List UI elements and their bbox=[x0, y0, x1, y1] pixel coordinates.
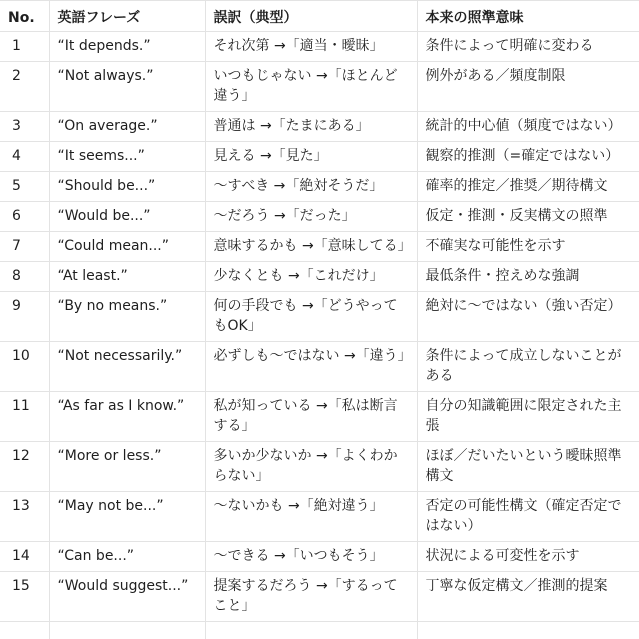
row-misreading: 必ずしも〜ではない →「違う」 bbox=[205, 342, 417, 392]
row-phrase: “On average.” bbox=[49, 112, 205, 142]
row-meaning: 否定の可能性構文（確定否定ではない） bbox=[417, 492, 639, 542]
row-meaning: 確率的推定／推奨／期待構文 bbox=[417, 172, 639, 202]
row-misreading: それ次第 →「適当・曖昧」 bbox=[205, 32, 417, 62]
row-misreading: 多いか少ないか →「よくわからない」 bbox=[205, 442, 417, 492]
row-meaning: 条件によって明確に変わる bbox=[417, 32, 639, 62]
row-number: 6 bbox=[0, 202, 49, 232]
row-phrase: “At least.” bbox=[49, 262, 205, 292]
row-misreading: 私が知っている →「私は断言する」 bbox=[205, 392, 417, 442]
header-no: No. bbox=[0, 1, 49, 32]
row-meaning: 最低条件・控えめな強調 bbox=[417, 262, 639, 292]
row-phrase: “It seems...” bbox=[49, 142, 205, 172]
row-misreading: 〜すべき →「絶対そうだ」 bbox=[205, 172, 417, 202]
header-misreading: 誤訳（典型） bbox=[205, 1, 417, 32]
row-number: 14 bbox=[0, 542, 49, 572]
row-phrase: “Can be...” bbox=[49, 542, 205, 572]
row-number: 9 bbox=[0, 292, 49, 342]
row-misreading: 少なくとも →「これだけ」 bbox=[205, 262, 417, 292]
row-phrase: “It depends.” bbox=[49, 32, 205, 62]
row-phrase: “More or less.” bbox=[49, 442, 205, 492]
row-misreading: 提案するだろう →「するってこと」 bbox=[205, 572, 417, 622]
table-row bbox=[0, 492, 639, 542]
table-row bbox=[0, 62, 639, 112]
table-row bbox=[0, 142, 639, 172]
row-phrase: “As far as I know.” bbox=[49, 392, 205, 442]
row-phrase: “May not be...” bbox=[49, 492, 205, 542]
table-row bbox=[0, 172, 639, 202]
row-misreading: 意味するかも →「意味してる」 bbox=[205, 232, 417, 262]
table-row bbox=[0, 442, 639, 492]
row-misreading: 〜だろう →「だった」 bbox=[205, 202, 417, 232]
row-number: 1 bbox=[0, 32, 49, 62]
row-number: 8 bbox=[0, 262, 49, 292]
table-header-row bbox=[0, 1, 639, 32]
row-number: 2 bbox=[0, 62, 49, 112]
row-meaning: 不確実な可能性を示す bbox=[417, 232, 639, 262]
table-row bbox=[0, 262, 639, 292]
row-phrase: “Could mean...” bbox=[49, 232, 205, 262]
row-phrase: “Would suggest...” bbox=[49, 572, 205, 622]
row-number: 7 bbox=[0, 232, 49, 262]
row-misreading: 普通は →「たまにある」 bbox=[205, 112, 417, 142]
table-row bbox=[0, 342, 639, 392]
row-misreading: 何の手段でも →「どうやってもOK」 bbox=[205, 292, 417, 342]
row-number: 5 bbox=[0, 172, 49, 202]
table-row bbox=[0, 572, 639, 622]
row-phrase: “Not necessarily.” bbox=[49, 342, 205, 392]
table-row bbox=[0, 232, 639, 262]
row-number: 11 bbox=[0, 392, 49, 442]
row-misreading: 見える →「見た」 bbox=[205, 142, 417, 172]
row-phrase: “Should be...” bbox=[49, 172, 205, 202]
row-meaning: 観察的推測（=確定ではない） bbox=[417, 142, 639, 172]
header-meaning: 本来の照準意味 bbox=[417, 1, 639, 32]
row-meaning: 条件によって成立しないことがある bbox=[417, 342, 639, 392]
table-row bbox=[0, 202, 639, 232]
table-row bbox=[0, 112, 639, 142]
table-row bbox=[0, 392, 639, 442]
row-misreading: いつもじゃない →「ほとんど違う」 bbox=[205, 62, 417, 112]
row-misreading: 〜できる →「いつもそう」 bbox=[205, 542, 417, 572]
row-meaning: 自分の知識範囲に限定された主張 bbox=[417, 392, 639, 442]
row-meaning: 統計的中心値（頻度ではない） bbox=[417, 112, 639, 142]
table-row bbox=[0, 32, 639, 62]
row-number: 3 bbox=[0, 112, 49, 142]
table-row bbox=[0, 542, 639, 572]
table-row-partial bbox=[0, 622, 639, 639]
row-meaning: 仮定・推測・反実構文の照準 bbox=[417, 202, 639, 232]
table-row bbox=[0, 292, 639, 342]
row-meaning: ほぼ／だいたいという曖昧照準構文 bbox=[417, 442, 639, 492]
row-phrase: “Not always.” bbox=[49, 62, 205, 112]
row-meaning: 状況による可変性を示す bbox=[417, 542, 639, 572]
row-phrase: “By no means.” bbox=[49, 292, 205, 342]
row-meaning: 絶対に〜ではない（強い否定） bbox=[417, 292, 639, 342]
row-number: 15 bbox=[0, 572, 49, 622]
header-phrase: 英語フレーズ bbox=[49, 1, 205, 32]
row-number: 10 bbox=[0, 342, 49, 392]
row-meaning: 丁寧な仮定構文／推測的提案 bbox=[417, 572, 639, 622]
row-number: 13 bbox=[0, 492, 49, 542]
row-meaning: 例外がある／頻度制限 bbox=[417, 62, 639, 112]
row-misreading: 〜ないかも →「絶対違う」 bbox=[205, 492, 417, 542]
row-phrase: “Would be...” bbox=[49, 202, 205, 232]
row-number: 12 bbox=[0, 442, 49, 492]
row-number: 4 bbox=[0, 142, 49, 172]
